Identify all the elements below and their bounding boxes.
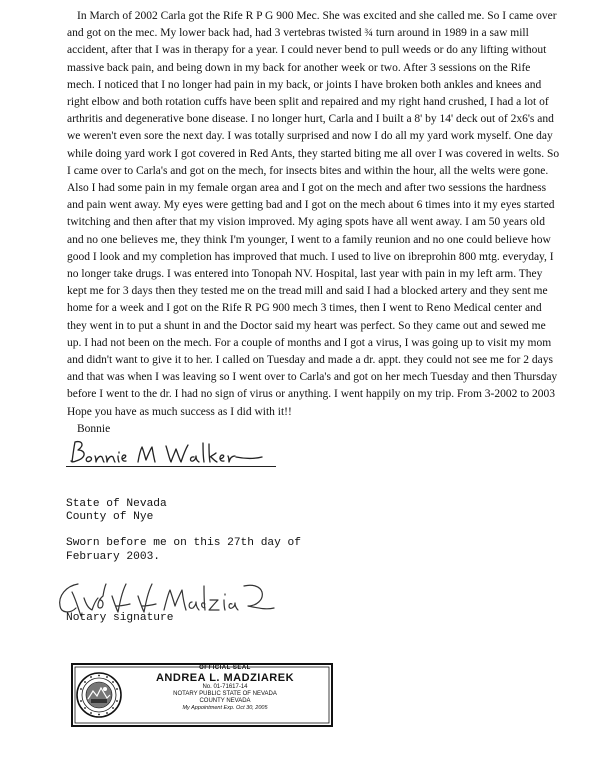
notary-state: State of Nevada	[66, 498, 167, 510]
letter-paragraph: In March of 2002 Carla got the Rife R P G 900 Mec. She was excited and she called me. So I came over and got on the mec. My lower back had, had 3 vertebras twisted ¾ turn around in 1989 in a saw mill accident, after that I was in therapy for a year. I could never bend to pull weeds or do any lifting without massive back pain, and being down in my back for another week or two. After 3 sessions on the Rife mech. I noticed that I no longer had pain in my back, or joints I have broken both ankles and knees and right elbow and both rotation cuffs have been split and repaired and my right hand crushed, I had a lot of arthritis and degenerative bone disease. I no longer hurt, Carla and I built a 8' by 14' deck out of 2x6's and we weren't even sore the next day. I was totally surprised and now I do all my yard work myself. One day while doing yard work I got covered in Red Ants, they started biting me all over I was covered in welts. So I came over to Carla's and got on the mech, for insects bites and within the hour, all the welts were gone. Also I had some pain in my female organ area and I got on the mech and after two sessions the hardness and pain went away. My eyes were getting bad and I got on the mech about 6 times into it my eyes started twitching and then after that my vision improved. My aging spots have all went away. I am 50 years old and no one believes me, they think I'm younger, I went to a family reunion and no one could believe how good I look and my completion has improved that much. I used to live on ibreprohin 800 mtg. everyday, I no longer take drugs. I was entered into Tonopah NV. Hospital, last year with pain in my left arm. They kept me for 3 days then they tested me on the tread mill and said I had a blocked artery and they sent me home for a week and I got on the Rife R PG 900 mech 3 times, then I went to Reno Medical center and they went in to put a shunt in and the Doctor said my heart was perfect. So they came out and sewed me up. I had not been on the mech. For a couple of months and I got a virus, I was going up to visit my mom and didn't want to give it to her. I called on Tuesday and made a dr. appt. they could not see me for 2 days and that was when I was leaving so I went over to Carla's and got on her mech Tuesday and then Thursday before I went to the dr. I had no sign of virus or anything. I went happily on my trip. From 3-2002 to 2003 Hope you have as much success as I did with it!!	[67, 10, 560, 418]
seal-title: OFFICIAL SEAL	[199, 665, 251, 671]
seal-number: No. 01-71617-14	[202, 684, 248, 690]
seal-notary-state: NOTARY PUBLIC STATE OF NEVADA	[173, 691, 277, 697]
signature-line	[66, 466, 276, 467]
state-seal-icon	[77, 673, 121, 717]
seal-text-block	[120, 665, 330, 712]
letter-closing: Bonnie	[77, 422, 111, 435]
notary-county: County of Nye	[66, 511, 154, 524]
notary-block	[66, 498, 426, 564]
sworn-line-2: February 2003.	[66, 550, 160, 563]
letter-body	[67, 8, 561, 438]
seal-notary-name: ANDREA L. MADZIAREK	[155, 672, 295, 684]
sworn-line-1: Sworn before me on this 27th day of	[66, 537, 301, 550]
notary-signature-label: Notary signature	[66, 612, 174, 624]
seal-county: COUNTY NEVADA	[199, 698, 251, 704]
seal-expiry: My Appointment Exp. Oct 30, 2005	[182, 705, 268, 711]
